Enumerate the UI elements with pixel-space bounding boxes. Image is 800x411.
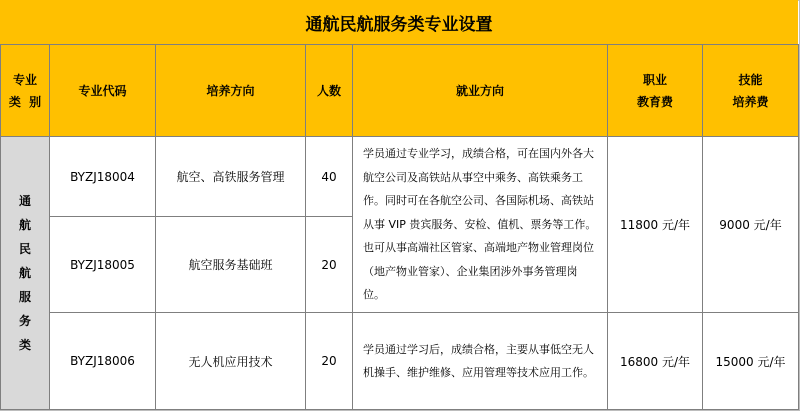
employment-cell: 学员通过学习后，成绩合格，主要从事低空无人机操手、维护维修、应用管理等技术应用工作。 [353,313,608,410]
header-code: 专业代码 [50,45,156,137]
header-row [1,45,799,137]
count-cell: 20 [306,217,353,313]
direction-cell: 航空服务基础班 [156,217,306,313]
header-skill-fee: 技能 培养费 [703,45,799,137]
count-cell: 40 [306,137,353,217]
skill-fee-cell: 15000 元/年 [703,313,799,410]
edu-fee-cell: 11800 元/年 [608,137,703,313]
code-cell: BYZJ18005 [50,217,156,313]
edu-fee-cell: 16800 元/年 [608,313,703,410]
header-employment: 就业方向 [353,45,608,137]
major-table [0,44,799,410]
header-direction: 培养方向 [156,45,306,137]
code-cell: BYZJ18006 [50,313,156,410]
page-title: 通航民航服务类专业设置 [0,0,798,45]
skill-fee-cell: 9000 元/年 [703,137,799,313]
table-row [1,137,799,217]
direction-cell: 无人机应用技术 [156,313,306,410]
header-category: 专业 类 别 [1,45,50,137]
category-cell: 通 航 民 航 服 务 类 [1,137,50,410]
code-cell: BYZJ18004 [50,137,156,217]
count-cell: 20 [306,313,353,410]
table-row [1,313,799,410]
direction-cell: 航空、高铁服务管理 [156,137,306,217]
header-edu-fee: 职业 教育费 [608,45,703,137]
header-count: 人数 [306,45,353,137]
employment-cell: 学员通过专业学习，成绩合格，可在国内外各大航空公司及高铁站从事空中乘务、高铁乘务工作。同时可在各航空公司、各国际机场、高铁站从事 VIP 贵宾服务、安检、值机、票务等工作。也可从事高端社区管家、高端地产物业管理岗位（地产物业管家）、企业集团涉外事务管理岗位。 [353,137,608,313]
